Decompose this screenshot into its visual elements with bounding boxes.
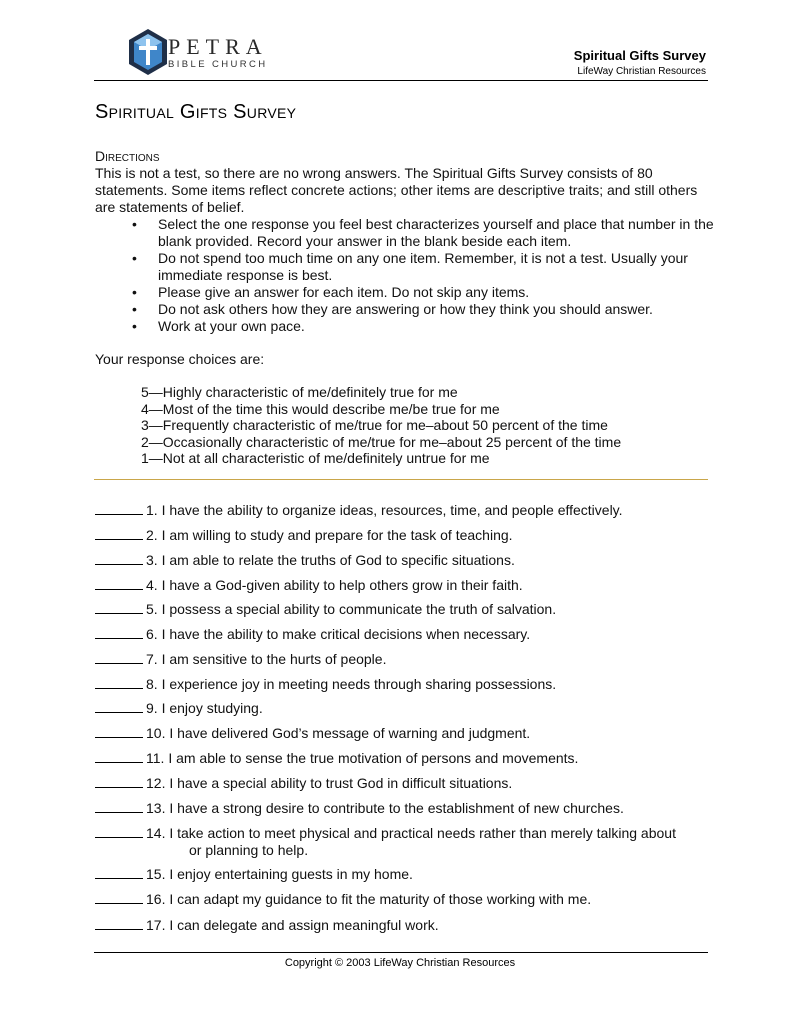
bullet-icon: • bbox=[132, 284, 137, 300]
item-text: 7. I am sensitive to the hurts of people. bbox=[146, 651, 387, 667]
directions-bullet bbox=[95, 216, 715, 250]
survey-item bbox=[95, 774, 512, 791]
footer-divider bbox=[94, 952, 708, 953]
answer-blank[interactable] bbox=[95, 724, 143, 738]
survey-item bbox=[95, 799, 624, 816]
item-text: 13. I have a strong desire to contribute to the establishment of new churches. bbox=[146, 800, 624, 816]
answer-blank[interactable] bbox=[95, 824, 143, 838]
survey-item bbox=[95, 724, 530, 741]
survey-item bbox=[95, 501, 623, 518]
document-header bbox=[574, 48, 706, 77]
bullet-text: Do not ask others how they are answering or how they think you should answer. bbox=[158, 301, 653, 317]
directions-bullet bbox=[95, 250, 715, 284]
bullet-text: Please give an answer for each item. Do not skip any items. bbox=[158, 284, 530, 300]
answer-blank[interactable] bbox=[95, 625, 143, 639]
item-text: 15. I enjoy entertaining guests in my home. bbox=[146, 866, 413, 882]
survey-item bbox=[95, 699, 263, 716]
item-text: 12. I have a special ability to trust God in difficult situations. bbox=[146, 775, 513, 791]
answer-blank[interactable] bbox=[95, 749, 143, 763]
item-text: 4. I have a God-given ability to help others grow in their faith. bbox=[146, 577, 523, 593]
bullet-text: Select the one response you feel best characterizes yourself and place that number in the blank provided. Record your answer in the blank beside each item. bbox=[158, 216, 714, 249]
survey-item bbox=[95, 625, 530, 642]
header-divider bbox=[94, 80, 708, 81]
item-text: 5. I possess a special ability to communicate the truth of salvation. bbox=[146, 601, 557, 617]
response-choices bbox=[141, 384, 621, 467]
answer-blank[interactable] bbox=[95, 799, 143, 813]
directions-bullet bbox=[95, 318, 715, 335]
bullet-text: Do not spend too much time on any one item. Remember, it is not a test. Usually your immediate response is best. bbox=[158, 250, 688, 283]
item-text: 10. I have delivered God’s message of warning and judgment. bbox=[146, 725, 531, 741]
answer-blank[interactable] bbox=[95, 699, 143, 713]
survey-item bbox=[95, 675, 556, 692]
bullet-icon: • bbox=[132, 318, 137, 334]
answer-blank[interactable] bbox=[95, 501, 143, 515]
logo-name: PETRA bbox=[168, 34, 268, 59]
choice-4: 4—Most of the time this would describe me/be true for me bbox=[141, 400, 500, 417]
bullet-text: Work at your own pace. bbox=[158, 318, 305, 334]
item-text: 6. I have the ability to make critical decisions when necessary. bbox=[146, 626, 531, 642]
item-text: 16. I can adapt my guidance to fit the maturity of those working with me. bbox=[146, 891, 592, 907]
survey-item bbox=[95, 650, 386, 667]
survey-item bbox=[95, 824, 676, 858]
copyright-footer: Copyright © 2003 LifeWay Christian Resources bbox=[284, 957, 516, 969]
survey-item bbox=[95, 916, 439, 933]
choice-1: 1—Not at all characteristic of me/definitely untrue for me bbox=[141, 450, 490, 466]
item-text: 17. I can delegate and assign meaningful work. bbox=[146, 917, 439, 933]
survey-item bbox=[95, 576, 523, 593]
header-title: Spiritual Gifts Survey bbox=[573, 48, 706, 63]
answer-blank[interactable] bbox=[95, 916, 143, 930]
item-text-continued: or planning to help. bbox=[189, 842, 309, 858]
survey-item bbox=[95, 600, 556, 617]
answer-blank[interactable] bbox=[95, 576, 143, 590]
directions-heading: Directions bbox=[95, 148, 160, 164]
survey-item bbox=[95, 526, 513, 543]
item-text: 8. I experience joy in meeting needs through sharing possessions. bbox=[146, 676, 557, 692]
choice-2: 2—Occasionally characteristic of me/true for me–about 25 percent of the time bbox=[141, 433, 622, 450]
survey-item bbox=[95, 890, 591, 907]
bullet-icon: • bbox=[132, 216, 137, 232]
answer-blank[interactable] bbox=[95, 526, 143, 540]
page-title: Spiritual Gifts Survey bbox=[95, 101, 297, 123]
header-publisher: LifeWay Christian Resources bbox=[577, 66, 706, 77]
answer-blank[interactable] bbox=[95, 774, 143, 788]
response-choices-intro: Your response choices are: bbox=[95, 351, 265, 367]
bullet-icon: • bbox=[132, 301, 137, 317]
directions-bullet bbox=[95, 301, 715, 318]
survey-item bbox=[95, 865, 413, 882]
item-text: 11. I am able to sense the true motivation of persons and movements. bbox=[146, 750, 579, 766]
answer-blank[interactable] bbox=[95, 551, 143, 565]
logo-wordmark bbox=[168, 36, 268, 70]
directions-list bbox=[95, 216, 715, 335]
answer-blank[interactable] bbox=[95, 600, 143, 614]
directions-intro: This is not a test, so there are no wrong answers. The Spiritual Gifts Survey consists of 80 statements. Some items reflect concrete actions; other items are descriptive traits; and still others are statements of belief. bbox=[95, 165, 698, 215]
survey-item bbox=[95, 749, 578, 766]
choice-3: 3—Frequently characteristic of me/true for me–about 50 percent of the time bbox=[141, 417, 608, 433]
item-text: 2. I am willing to study and prepare for the task of teaching. bbox=[146, 527, 513, 543]
answer-blank[interactable] bbox=[95, 650, 143, 664]
choice-5: 5—Highly characteristic of me/definitely true for me bbox=[141, 384, 458, 400]
answer-blank[interactable] bbox=[95, 675, 143, 689]
item-text: 14. I take action to meet physical and practical needs rather than merely talking about bbox=[146, 825, 676, 841]
directions-bullet bbox=[95, 284, 715, 301]
item-text: 9. I enjoy studying. bbox=[146, 700, 263, 716]
bullet-icon: • bbox=[132, 250, 137, 266]
section-divider bbox=[94, 479, 708, 480]
answer-blank[interactable] bbox=[95, 890, 143, 904]
logo-subtitle: BIBLE CHURCH bbox=[168, 59, 268, 70]
answer-blank[interactable] bbox=[95, 865, 143, 879]
survey-item bbox=[95, 551, 515, 568]
item-text: 1. I have the ability to organize ideas, resources, time, and people effectively. bbox=[146, 502, 623, 518]
item-text: 3. I am able to relate the truths of God to specific situations. bbox=[146, 552, 515, 568]
